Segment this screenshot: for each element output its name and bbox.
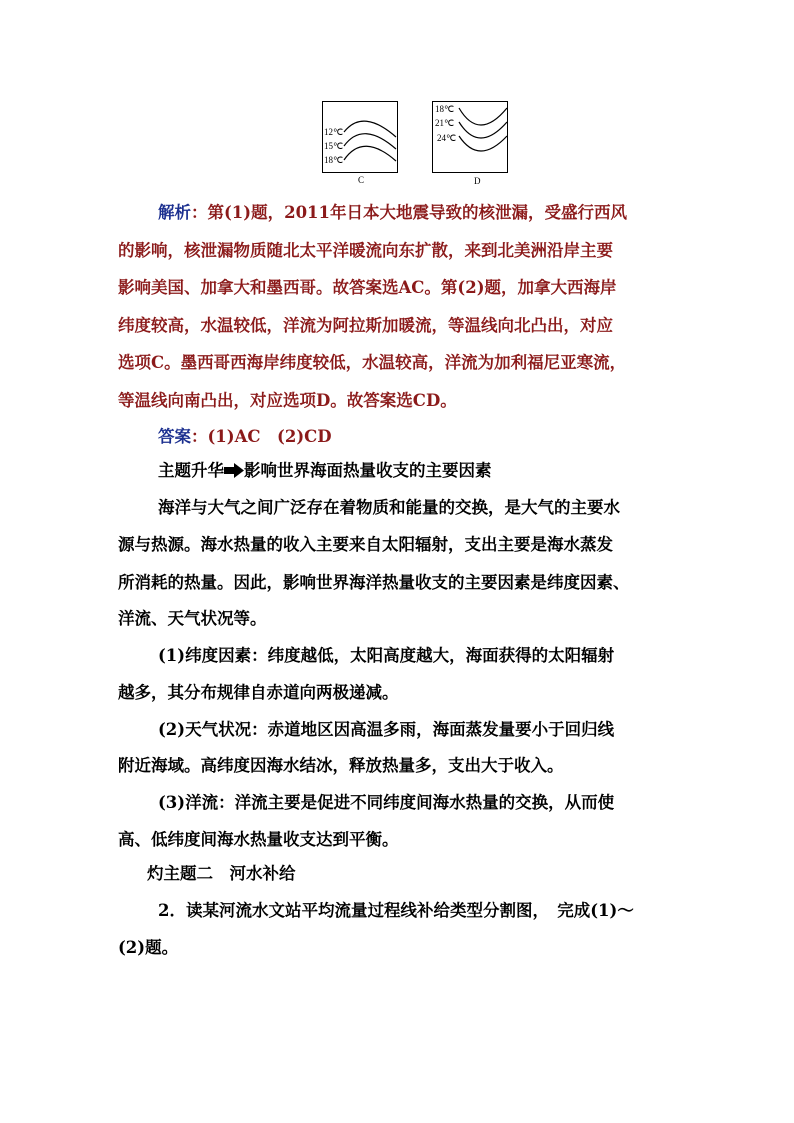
analysis-label: 解析 (158, 203, 191, 222)
figure-c-label-1: 12℃ (324, 127, 344, 137)
figure-d-label-2: 21℃ (435, 118, 455, 128)
body-line-9: (3)洋流：洋流主要是促进不同纬度间海水热量的交换，从而使 (158, 793, 615, 812)
section-title: 灼主题二 河水补给 (147, 864, 296, 883)
body-line-1: 海洋与大气之间广泛存在着物质和能量的交换，是大气的主要水 (158, 498, 620, 517)
analysis-colon: ： (191, 203, 208, 222)
body-line-4: 洋流、天气状况等。 (118, 609, 267, 628)
answer-line (158, 426, 332, 448)
question-line-2: (2)题。 (118, 938, 179, 957)
body-line-8: 附近海域。高纬度因海水结冰，释放热量多，支出大于收入。 (118, 756, 564, 775)
figure-d (432, 101, 508, 173)
analysis-text-1: 第(1)题，2011年日本大地震导致的核泄漏，受盛行西风 (207, 203, 628, 222)
analysis-line-5: 选项C。墨西哥西海岸纬度较低，水温较高，洋流为加利福尼亚寒流， (118, 353, 627, 372)
figure-c-label-2: 15℃ (324, 141, 344, 151)
figure-c-caption: C (358, 175, 365, 185)
topic-prefix: 主题升华 (158, 461, 224, 480)
figure-c-label-3: 18℃ (324, 155, 344, 165)
analysis-line-4: 纬度较高，水温较低，洋流为阿拉斯加暖流，等温线向北凸出，对应 (118, 316, 613, 335)
isotherm-c-3 (344, 146, 396, 161)
topic-title: 影响世界海面热量收支的主要因素 (244, 461, 492, 480)
answer-label: 答案 (158, 427, 191, 446)
figure-c (322, 101, 398, 173)
right-arrow-icon (224, 463, 244, 478)
figure-d-caption: D (474, 176, 481, 186)
analysis-line-6: 等温线向南凸出，对应选项D。故答案选CD。 (118, 391, 457, 410)
answer-value: ：(1)AC (2)CD (191, 427, 332, 446)
analysis-line-2: 的影响，核泄漏物质随北太平洋暖流向东扩散，来到北美洲沿岸主要 (118, 241, 613, 260)
topic-heading (158, 460, 492, 482)
analysis-line-1 (158, 202, 627, 224)
body-line-3: 所消耗的热量。因此，影响世界海洋热量收支的主要因素是纬度因素、 (118, 573, 630, 592)
question-line-1: 2．读某河流水文站平均流量过程线补给类型分割图， 完成(1)～ (158, 901, 634, 920)
body-line-6: 越多，其分布规律自赤道向两极递减。 (118, 683, 399, 702)
body-line-5: (1)纬度因素：纬度越低，太阳高度越大，海面获得的太阳辐射 (158, 646, 615, 665)
figure-d-label-3: 24℃ (437, 133, 457, 143)
analysis-line-3: 影响美国、加拿大和墨西哥。故答案选AC。第(2)题，加拿大西海岸 (118, 278, 617, 297)
isotherm-d-1 (459, 108, 507, 125)
body-line-2: 源与热源。海水热量的收入主要来自太阳辐射，支出主要是海水蒸发 (118, 535, 613, 554)
body-line-7: (2)天气状况：赤道地区因高温多雨，海面蒸发量要小于回归线 (158, 720, 615, 739)
isotherm-figures (322, 101, 522, 187)
figure-d-label-1: 18℃ (435, 104, 455, 114)
body-line-10: 高、低纬度间海水热量收支达到平衡。 (118, 830, 399, 849)
